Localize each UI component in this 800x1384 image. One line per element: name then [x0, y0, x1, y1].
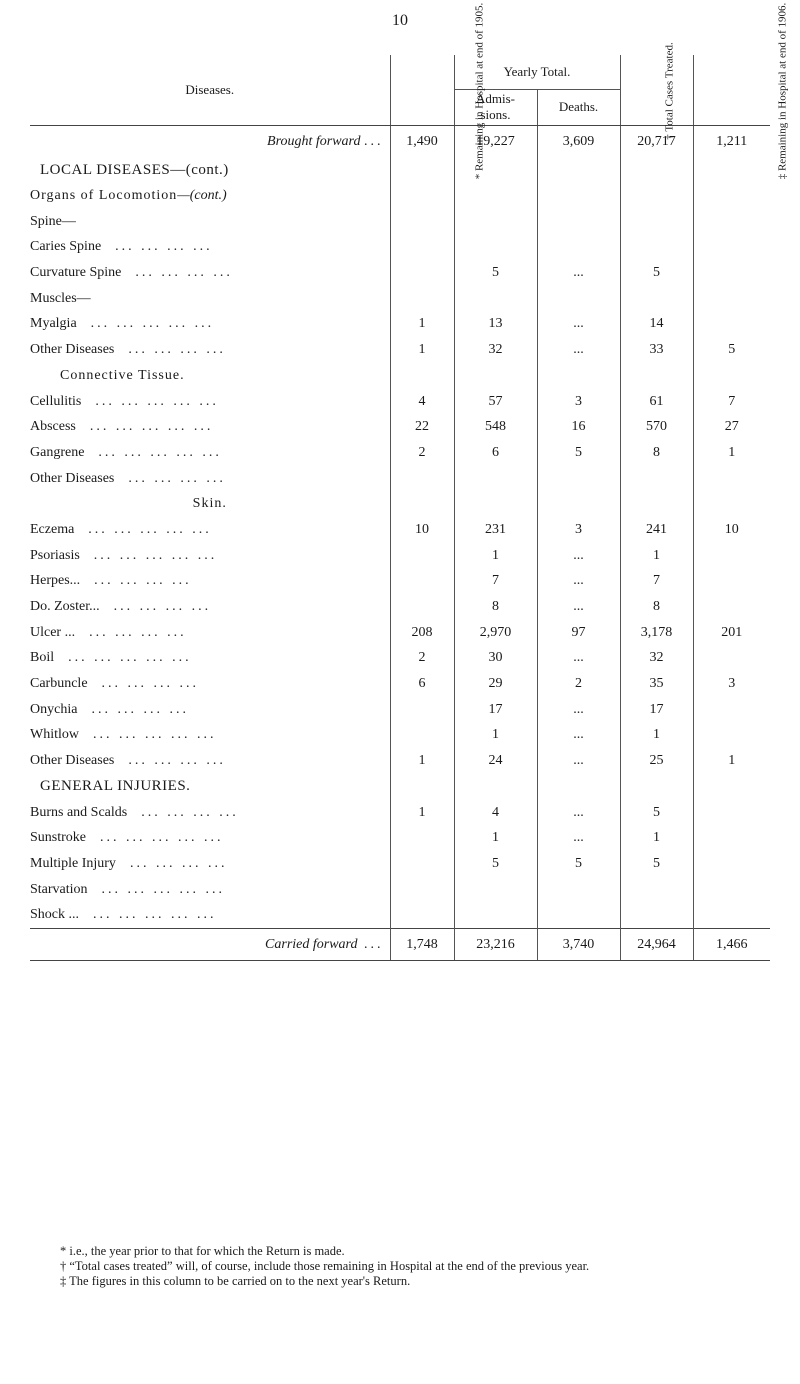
remaining-end-header: ‡ Remaining in Hospital at end of 1906.: [693, 55, 770, 126]
cell-deaths: [537, 235, 620, 261]
table-row: [30, 209, 770, 235]
table-row: [30, 825, 770, 851]
cell-deaths: ...: [537, 646, 620, 672]
table-row: [30, 902, 770, 928]
cell-total: 17: [620, 697, 693, 723]
leader-dots: ... ... ... ...: [141, 804, 239, 820]
disease-label: Other Diseases: [30, 753, 115, 769]
cell-admissions: 5: [454, 851, 537, 877]
cell-admissions: 30: [454, 646, 537, 672]
cell-remaining: 2: [390, 646, 454, 672]
total-cases-header: † Total Cases Treated.: [620, 55, 693, 126]
disease-label: Whitlow: [30, 727, 79, 743]
cell-deaths: ...: [537, 594, 620, 620]
table-row: [30, 286, 770, 312]
cell-deaths: 16: [537, 414, 620, 440]
cell-deaths: [537, 902, 620, 928]
organs-heading: Organs of Locomotion—(cont.): [30, 188, 227, 204]
disease-label: Cellulitis: [30, 393, 82, 409]
disease-label: Other Diseases: [30, 342, 115, 358]
subheading-row: [30, 774, 770, 800]
cell-remaining: [390, 877, 454, 903]
leader-dots: ... ... ... ... ...: [100, 830, 224, 846]
cell-deaths: 3: [537, 389, 620, 415]
disease-label: Psoriasis: [30, 547, 80, 563]
cell-deaths: 5: [537, 851, 620, 877]
cell-remaining-end: [693, 235, 770, 261]
bf-remaining: 1,490: [390, 126, 454, 158]
cell-total: 61: [620, 389, 693, 415]
table-row: [30, 312, 770, 338]
table-row: [30, 337, 770, 363]
subheading-row: [30, 491, 770, 517]
leader-dots: ... ... ... ...: [129, 855, 228, 871]
leader-dots: ... ... ... ...: [101, 676, 200, 692]
cell-deaths: [537, 466, 620, 492]
bf-admissions: 19,227: [454, 126, 537, 158]
cell-remaining: 1: [390, 337, 454, 363]
disease-label: Abscess: [30, 419, 76, 435]
footnotes: [60, 1244, 760, 1289]
disease-label: Ulcer ...: [30, 624, 76, 640]
cell-total: 32: [620, 646, 693, 672]
cell-admissions: 57: [454, 389, 537, 415]
table-row: [30, 466, 770, 492]
table-row: [30, 723, 770, 749]
disease-label: Sunstroke: [30, 830, 86, 846]
leader-dots: ... ... ... ...: [135, 265, 233, 281]
disease-label: Burns and Scalds: [30, 804, 128, 820]
cell-admissions: 1: [454, 543, 537, 569]
leader-dots: ... ... ... ... ...: [98, 444, 222, 460]
cell-remaining-end: [693, 877, 770, 903]
cell-remaining-end: 3: [693, 671, 770, 697]
cell-deaths: ...: [537, 569, 620, 595]
cell-total: 33: [620, 337, 693, 363]
cell-remaining: [390, 594, 454, 620]
disease-label: Multiple Injury: [30, 855, 116, 871]
disease-label: Do. Zoster...: [30, 599, 100, 615]
cf-admissions: 23,216: [454, 929, 537, 961]
table-row: [30, 697, 770, 723]
cell-admissions: 24: [454, 748, 537, 774]
cell-deaths: 2: [537, 671, 620, 697]
bf-deaths: 3,609: [537, 126, 620, 158]
cell-deaths: [537, 877, 620, 903]
cell-remaining-end: [693, 723, 770, 749]
cell-remaining-end: [693, 312, 770, 338]
cell-remaining-end: [693, 800, 770, 826]
cell-admissions: 548: [454, 414, 537, 440]
cell-admissions: 1: [454, 825, 537, 851]
cell-admissions: 4: [454, 800, 537, 826]
cell-admissions: 2,970: [454, 620, 537, 646]
page-number: 10: [392, 12, 408, 29]
disease-label: Myalgia: [30, 316, 77, 332]
skin-heading: Skin.: [192, 496, 227, 512]
cell-total: 25: [620, 748, 693, 774]
leader-dots: ... ... ... ...: [89, 624, 187, 640]
table-row: [30, 235, 770, 261]
table-row: [30, 620, 770, 646]
cell-deaths: ...: [537, 748, 620, 774]
cell-admissions: 8: [454, 594, 537, 620]
cell-admissions: [454, 877, 537, 903]
cell-total: 8: [620, 594, 693, 620]
table-row: [30, 569, 770, 595]
subheading-row: [30, 183, 770, 209]
cell-admissions: 29: [454, 671, 537, 697]
cell-total: 7: [620, 569, 693, 595]
cell-deaths: [537, 286, 620, 312]
cell-remaining-end: [693, 569, 770, 595]
cell-remaining-end: [693, 851, 770, 877]
disease-label: Eczema: [30, 521, 75, 537]
disease-label: Carbuncle: [30, 676, 88, 692]
cell-total: 570: [620, 414, 693, 440]
cell-deaths: ...: [537, 825, 620, 851]
cell-deaths: ...: [537, 723, 620, 749]
cell-total: 35: [620, 671, 693, 697]
cell-admissions: 5: [454, 260, 537, 286]
cell-deaths: 3: [537, 517, 620, 543]
table-row: [30, 389, 770, 415]
leader-dots: ... ... ... ... ...: [89, 419, 214, 435]
cell-remaining-end: [693, 543, 770, 569]
cell-admissions: [454, 466, 537, 492]
disease-label: Spine—: [30, 213, 76, 229]
disease-label: Caries Spine: [30, 239, 102, 255]
cell-total: 5: [620, 260, 693, 286]
table-row: [30, 800, 770, 826]
disease-label: Starvation: [30, 881, 88, 897]
cf-deaths: 3,740: [537, 929, 620, 961]
cell-total: 5: [620, 851, 693, 877]
cell-remaining: [390, 851, 454, 877]
cell-remaining-end: [693, 466, 770, 492]
footnote-3: ‡ The figures in this column to be carried on to the next year's Return.: [60, 1274, 411, 1288]
cell-total: [620, 286, 693, 312]
cell-admissions: 7: [454, 569, 537, 595]
cell-admissions: [454, 235, 537, 261]
cf-remaining: 1,748: [390, 929, 454, 961]
cell-remaining: 10: [390, 517, 454, 543]
cell-remaining-end: [693, 209, 770, 235]
disease-label: Other Diseases: [30, 470, 115, 486]
cell-remaining: 208: [390, 620, 454, 646]
cell-remaining-end: [693, 286, 770, 312]
cell-remaining: 1: [390, 800, 454, 826]
leader-dots: ... ... ... ... ...: [93, 547, 218, 563]
cell-deaths: ...: [537, 312, 620, 338]
deaths-header: Deaths.: [537, 89, 620, 125]
footnote-1: * i.e., the year prior to that for which the Return is made.: [60, 1244, 345, 1258]
cell-total: [620, 902, 693, 928]
table-row: [30, 851, 770, 877]
cell-remaining: 1: [390, 748, 454, 774]
subheading-row: [30, 363, 770, 389]
table-row: [30, 517, 770, 543]
cell-admissions: 6: [454, 440, 537, 466]
cell-remaining-end: 1: [693, 440, 770, 466]
leader-dots: ... ... ... ...: [128, 470, 226, 486]
cell-total: [620, 235, 693, 261]
cell-deaths: 5: [537, 440, 620, 466]
table-row: [30, 594, 770, 620]
cell-total: 1: [620, 825, 693, 851]
disease-label: Curvature Spine: [30, 265, 122, 281]
cell-remaining: [390, 697, 454, 723]
connective-tissue-heading: Connective Tissue.: [60, 367, 185, 383]
cell-admissions: 17: [454, 697, 537, 723]
cell-remaining: [390, 825, 454, 851]
disease-label: Muscles—: [30, 290, 91, 306]
general-injuries-heading: GENERAL INJURIES.: [40, 778, 191, 795]
carried-forward-label: Carried forward: [265, 936, 358, 952]
cell-total: 5: [620, 800, 693, 826]
cell-remaining: 4: [390, 389, 454, 415]
cell-admissions: [454, 209, 537, 235]
cell-remaining: 6: [390, 671, 454, 697]
cell-remaining-end: 7: [693, 389, 770, 415]
cell-remaining: [390, 235, 454, 261]
cell-remaining-end: [693, 594, 770, 620]
leader-dots: ... ... ... ... ...: [101, 881, 226, 897]
remaining-start-header: * Remaining in Hospital at end of 1905.: [390, 55, 454, 126]
table-row: [30, 260, 770, 286]
brought-forward-label: Brought forward: [267, 133, 361, 149]
cell-remaining-end: 27: [693, 414, 770, 440]
cell-total: [620, 877, 693, 903]
cell-remaining: [390, 902, 454, 928]
cell-total: 14: [620, 312, 693, 338]
local-diseases-heading: LOCAL DISEASES—(cont.): [40, 161, 229, 178]
table-row: [30, 440, 770, 466]
cell-total: 3,178: [620, 620, 693, 646]
cell-admissions: [454, 902, 537, 928]
cell-deaths: ...: [537, 543, 620, 569]
diseases-table: [30, 2, 788, 961]
cell-deaths: 97: [537, 620, 620, 646]
yearly-total-header: Yearly Total.: [454, 55, 620, 89]
leader-dots: ... ... ... ...: [113, 599, 212, 615]
cell-total: 241: [620, 517, 693, 543]
cell-remaining: [390, 466, 454, 492]
leader-dots: ... ... ... ... ...: [90, 316, 215, 332]
footnote-2: † “Total cases treated” will, of course, include those remaining in Hospital at the end of the previous year.: [60, 1259, 590, 1273]
cell-deaths: ...: [537, 697, 620, 723]
bf-remaining-end: 1,211: [693, 126, 770, 158]
cell-remaining: [390, 209, 454, 235]
cell-admissions: 32: [454, 337, 537, 363]
leader-dots: ... ... ... ... ...: [88, 521, 212, 537]
disease-label: Herpes...: [30, 573, 81, 589]
cell-remaining-end: 5: [693, 337, 770, 363]
cell-remaining: 1: [390, 312, 454, 338]
cell-admissions: [454, 286, 537, 312]
disease-label: Onychia: [30, 701, 78, 717]
leader-dots: ... ... ... ... ...: [68, 650, 192, 666]
bf-total: 20,717: [620, 126, 693, 158]
disease-label: Shock ...: [30, 907, 79, 923]
disease-label: Boil: [30, 650, 55, 666]
leader-dots: ... ... ... ... ...: [95, 393, 219, 409]
cell-deaths: ...: [537, 337, 620, 363]
carried-forward-row: Carried forward ... 1,748 23,216 3,740 24,964 1,466: [30, 929, 770, 961]
cell-remaining: [390, 543, 454, 569]
cell-remaining-end: [693, 697, 770, 723]
leader-dots: ... ... ... ...: [91, 701, 189, 717]
cf-total: 24,964: [620, 929, 693, 961]
cell-deaths: [537, 209, 620, 235]
table-row: [30, 671, 770, 697]
leader-dots: ... ... ... ...: [115, 239, 213, 255]
cell-remaining-end: [693, 825, 770, 851]
cell-remaining: [390, 723, 454, 749]
leader-dots: ... ... ... ...: [94, 573, 192, 589]
table-row: [30, 414, 770, 440]
cell-admissions: 1: [454, 723, 537, 749]
section-heading-row: [30, 158, 770, 184]
cell-remaining: 2: [390, 440, 454, 466]
cell-total: 1: [620, 543, 693, 569]
admissions-header: Admis-sions.: [454, 89, 537, 125]
cell-total: 8: [620, 440, 693, 466]
table-row: [30, 748, 770, 774]
cell-remaining: [390, 569, 454, 595]
cell-admissions: 13: [454, 312, 537, 338]
leader-dots: ... ... ... ...: [128, 342, 226, 358]
leader-dots: ... ... ... ... ...: [93, 907, 217, 923]
cell-deaths: ...: [537, 800, 620, 826]
cell-deaths: ...: [537, 260, 620, 286]
cell-remaining: [390, 286, 454, 312]
cell-total: 1: [620, 723, 693, 749]
table-row: [30, 646, 770, 672]
diseases-header: Diseases.: [30, 55, 390, 126]
cell-remaining-end: [693, 902, 770, 928]
cell-remaining-end: 10: [693, 517, 770, 543]
table-row: [30, 877, 770, 903]
cell-remaining-end: 1: [693, 748, 770, 774]
cell-remaining-end: 201: [693, 620, 770, 646]
leader-dots: ... ... ... ...: [128, 753, 226, 769]
table-row: [30, 543, 770, 569]
leader-dots: ... ... ... ... ...: [93, 727, 217, 743]
disease-label: Gangrene: [30, 444, 85, 460]
cell-remaining-end: [693, 646, 770, 672]
cell-admissions: 231: [454, 517, 537, 543]
cell-remaining: [390, 260, 454, 286]
cell-total: [620, 466, 693, 492]
cell-remaining: 22: [390, 414, 454, 440]
cell-remaining-end: [693, 260, 770, 286]
cell-total: [620, 209, 693, 235]
brought-forward-row: Brought forward ... 1,490 19,227 3,609 20,717 1,211: [30, 126, 770, 158]
cf-remaining-end: 1,466: [693, 929, 770, 961]
